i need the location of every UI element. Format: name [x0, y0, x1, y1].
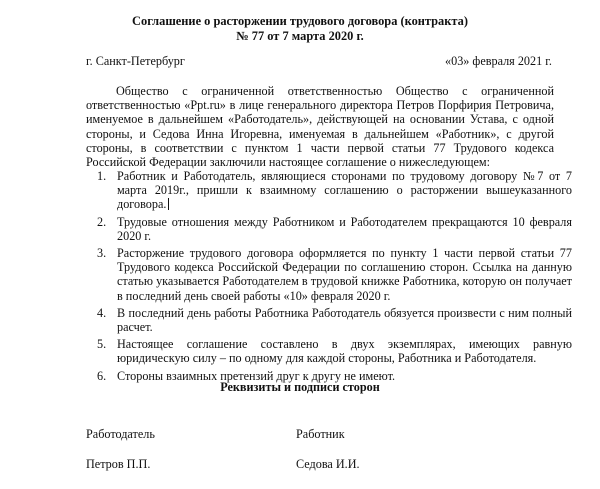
title-line-2: № 77 от 7 марта 2020 г.: [236, 29, 364, 43]
list-item-text: Расторжение трудового договора оформляется по пункту 1 части первой статьи 77 Трудового кодекса Российской Федерации по соглашению сторон. Ссылка на данную статью указывается Работодателем в трудовой книжке Работника, которую он получает в последний день своей работы «10» февраля 2020 г.: [117, 246, 572, 303]
list-item-text: В последний день работы Работника Работодатель обязуется произвести с ним полный расчет.: [117, 305, 572, 335]
title-line-1: Соглашение о расторжении трудового договора (контракта): [132, 14, 468, 28]
list-item-number: 1.: [97, 169, 107, 183]
terms-list: [97, 169, 572, 386]
date: «03» февраля 2021 г.: [445, 54, 552, 68]
list-item-text: Работник и Работодатель, являющиеся сторонами по трудовому договору №7 от 7 марта 2019г., пришли к взаимному соглашению о расторжении вышеуказанного договора.: [117, 169, 572, 212]
list-item-text: Стороны взаимных претензий друг к другу не имеют.: [117, 368, 396, 383]
employee-label: Работник: [296, 427, 345, 441]
employer-label: Работодатель: [86, 427, 155, 441]
list-item: [97, 246, 572, 303]
list-item-number: 5.: [97, 337, 107, 352]
list-item-number: 2.: [97, 214, 107, 229]
list-item-text: Настоящее соглашение составлено в двух экземплярах, имеющих равную юридическую силу – по одному для каждой стороны, Работника и Работодателя.: [117, 337, 572, 366]
list-item-number: 3.: [97, 246, 107, 261]
list-item: [97, 169, 572, 212]
list-item: [97, 214, 572, 243]
requisites-heading: Реквизиты и подписи сторон: [220, 380, 380, 394]
text-cursor: [168, 198, 169, 210]
list-item: [97, 337, 572, 366]
list-item-number: 4.: [97, 305, 107, 320]
list-item-number: 6.: [97, 368, 107, 383]
list-item-text: Трудовые отношения между Работником и Работодателем прекращаются 10 февраля 2020 г.: [117, 214, 572, 243]
employee-name: Седова И.И.: [296, 457, 360, 471]
place: г. Санкт-Петербург: [86, 54, 185, 68]
intro-paragraph: Общество с ограниченной ответственностью Общество с ограниченной ответственностью «Ppt.ru» в лице генерального директора Петров Порфирия Петровича, именуемое в дальнейшем «Работодатель», действующей на основании Устава, с одной стороны, и Седова Инна Игоревна, именуемая в дальнейшем «Работник», с другой стороны, в соответствии с пунктом 1 части первой статьи 77 Трудового кодекса Российской Федерации заключили настоящее соглашение о нижеследующем:: [86, 84, 554, 170]
document-title: [0, 14, 600, 44]
list-item: [97, 305, 572, 335]
employer-name: Петров П.П.: [86, 457, 151, 471]
